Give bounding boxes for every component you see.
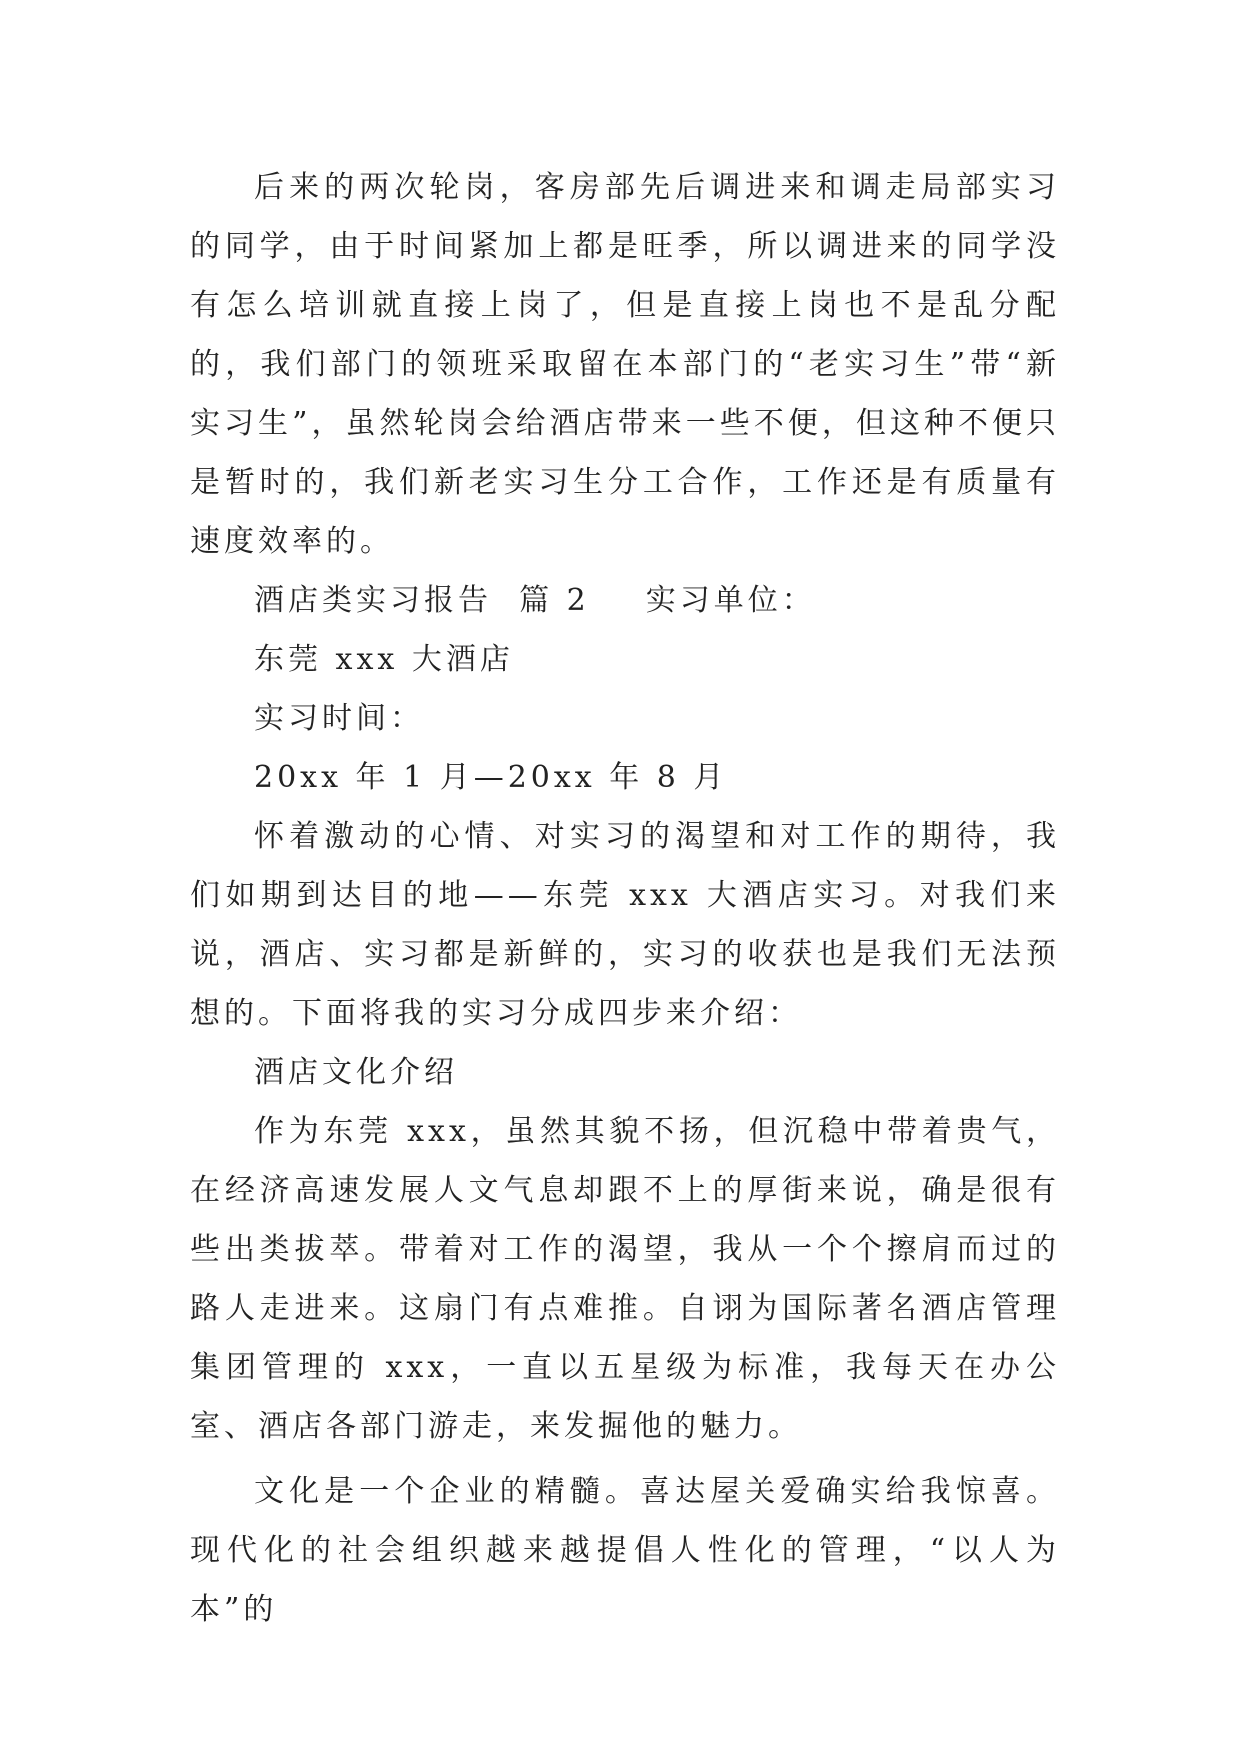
paragraph-rotation: 后来的两次轮岗，客房部先后调进来和调走局部实习的同学，由于时间紧加上都是旺季，所以调进来的同学没有怎么培训就直接上岗了，但是直接上岗也不是乱分配的，我们部门的领班采取留在本部门的“老实习生”带“新实习生”，虽然轮岗会给酒店带来一些不便，但这种不便只是暂时的，我们新老实习生分工合作，工作还是有质量有速度效率的。 [190,170,1060,559]
time-value: 20xx 年 1 月—20xx 年 8 月 [254,760,728,795]
paragraph-culture-1: 作为东莞 xxx，虽然其貌不扬，但沉稳中带着贵气，在经济高速发展人文气息却跟不上的厚街来说，确是很有些出类拔萃。带着对工作的渴望，我从一个个擦肩而过的路人走进来。这扇门有点难推。自诩为国际著名酒店管理集团管理的 xxx，一直以五星级为标准，我每天在办公室、酒店各部门游走，来发掘他的魅力。 [190,1114,1060,1444]
report-heading-row [190,571,1060,630]
time-label: 实习时间： [254,701,424,736]
unit-value: 东莞 xxx 大酒店 [254,642,514,677]
paragraph-intro: 怀着激动的心情、对实习的渴望和对工作的期待，我们如期到达目的地——东莞 xxx 大酒店实习。对我们来说，酒店、实习都是新鲜的，实习的收获也是我们无法预想的。下面将我的实习分成四步来介绍： [190,819,1060,1031]
section-heading: 酒店类实习报告 篇 2 [254,583,590,618]
document-body [190,158,1060,1639]
unit-label: 实习单位： [645,583,816,618]
culture-heading: 酒店文化介绍 [254,1055,458,1090]
paragraph-culture-2: 文化是一个企业的精髓。喜达屋关爱确实给我惊喜。现代化的社会组织越来越提倡人性化的管理，“以人为本”的 [190,1474,1060,1627]
